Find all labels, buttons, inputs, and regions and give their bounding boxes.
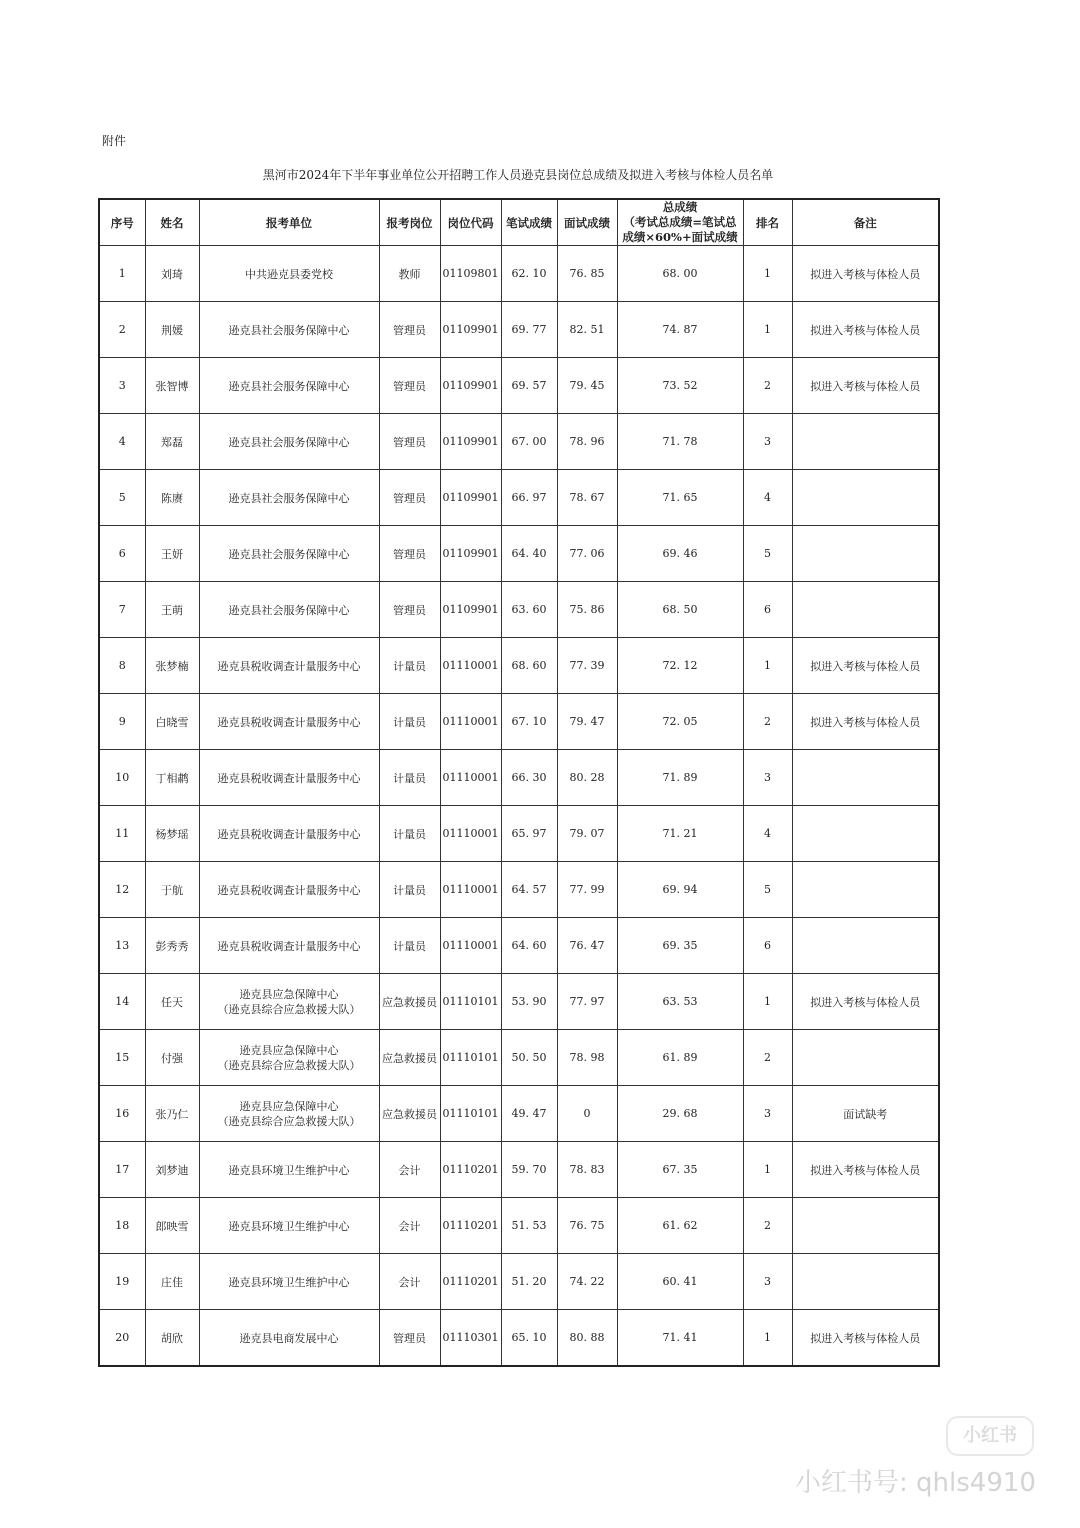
cell-code: 01110201 bbox=[440, 1142, 501, 1198]
cell-index: 8 bbox=[99, 638, 145, 694]
cell-index: 18 bbox=[99, 1198, 145, 1254]
cell-index: 11 bbox=[99, 806, 145, 862]
cell-rank: 5 bbox=[743, 526, 792, 582]
cell-note: 拟进入考核与体检人员 bbox=[792, 302, 939, 358]
cell-written: 53. 90 bbox=[501, 974, 557, 1030]
cell-name: 陈赓 bbox=[145, 470, 199, 526]
cell-unit: 逊克县税收调查计量服务中心 bbox=[199, 918, 379, 974]
table-row bbox=[99, 582, 939, 638]
cell-interview: 82. 51 bbox=[557, 302, 617, 358]
cell-code: 01110001 bbox=[440, 694, 501, 750]
cell-position: 应急救援员 bbox=[379, 1086, 440, 1142]
cell-note bbox=[792, 470, 939, 526]
cell-written: 64. 40 bbox=[501, 526, 557, 582]
cell-index: 15 bbox=[99, 1030, 145, 1086]
cell-index: 20 bbox=[99, 1310, 145, 1367]
cell-unit: 逊克县环境卫生维护中心 bbox=[199, 1198, 379, 1254]
cell-unit: 逊克县税收调查计量服务中心 bbox=[199, 750, 379, 806]
cell-note bbox=[792, 1030, 939, 1086]
cell-index: 19 bbox=[99, 1254, 145, 1310]
cell-name: 刘琦 bbox=[145, 246, 199, 302]
cell-total: 71. 21 bbox=[617, 806, 743, 862]
table-row bbox=[99, 918, 939, 974]
table-row bbox=[99, 470, 939, 526]
cell-unit: 逊克县税收调查计量服务中心 bbox=[199, 806, 379, 862]
cell-code: 01109901 bbox=[440, 470, 501, 526]
cell-written: 68. 60 bbox=[501, 638, 557, 694]
cell-index: 12 bbox=[99, 862, 145, 918]
document-title: 黑河市2024年下半年事业单位公开招聘工作人员逊克县岗位总成绩及拟进入考核与体检人员名单 bbox=[262, 168, 774, 182]
cell-total: 69. 35 bbox=[617, 918, 743, 974]
cell-total: 71. 89 bbox=[617, 750, 743, 806]
cell-note bbox=[792, 862, 939, 918]
cell-position: 教师 bbox=[379, 246, 440, 302]
cell-code: 01109901 bbox=[440, 582, 501, 638]
cell-name: 王妍 bbox=[145, 526, 199, 582]
cell-name: 彭秀秀 bbox=[145, 918, 199, 974]
cell-rank: 6 bbox=[743, 582, 792, 638]
header-total bbox=[617, 199, 743, 246]
header-total-line2: （考试总成绩=笔试总 bbox=[623, 215, 737, 229]
cell-rank: 1 bbox=[743, 246, 792, 302]
table-row bbox=[99, 414, 939, 470]
cell-position: 应急救援员 bbox=[379, 1030, 440, 1086]
cell-note: 拟进入考核与体检人员 bbox=[792, 246, 939, 302]
cell-position: 管理员 bbox=[379, 358, 440, 414]
table-row bbox=[99, 638, 939, 694]
cell-position: 计量员 bbox=[379, 918, 440, 974]
cell-name: 荆媛 bbox=[145, 302, 199, 358]
cell-code: 01109801 bbox=[440, 246, 501, 302]
cell-note bbox=[792, 582, 939, 638]
cell-unit: 逊克县环境卫生维护中心 bbox=[199, 1142, 379, 1198]
cell-code: 01110001 bbox=[440, 862, 501, 918]
table-row bbox=[99, 694, 939, 750]
table-row bbox=[99, 302, 939, 358]
cell-written: 65. 10 bbox=[501, 1310, 557, 1367]
table-row bbox=[99, 1254, 939, 1310]
cell-interview: 76. 47 bbox=[557, 918, 617, 974]
cell-name: 于航 bbox=[145, 862, 199, 918]
cell-unit: 逊克县环境卫生维护中心 bbox=[199, 1254, 379, 1310]
cell-position: 管理员 bbox=[379, 302, 440, 358]
cell-unit: 逊克县社会服务保障中心 bbox=[199, 358, 379, 414]
cell-note: 拟进入考核与体检人员 bbox=[792, 974, 939, 1030]
table-row bbox=[99, 1086, 939, 1142]
cell-total: 68. 50 bbox=[617, 582, 743, 638]
table-row bbox=[99, 1198, 939, 1254]
cell-total: 61. 62 bbox=[617, 1198, 743, 1254]
cell-written: 69. 77 bbox=[501, 302, 557, 358]
cell-position: 会计 bbox=[379, 1254, 440, 1310]
header-total-line1: 总成绩 bbox=[662, 200, 698, 214]
header-name: 姓名 bbox=[145, 199, 199, 246]
cell-rank: 3 bbox=[743, 750, 792, 806]
cell-rank: 3 bbox=[743, 1254, 792, 1310]
table-row bbox=[99, 358, 939, 414]
cell-rank: 6 bbox=[743, 918, 792, 974]
cell-position: 计量员 bbox=[379, 806, 440, 862]
cell-code: 01110001 bbox=[440, 806, 501, 862]
table-row bbox=[99, 862, 939, 918]
cell-index: 1 bbox=[99, 246, 145, 302]
cell-written: 51. 53 bbox=[501, 1198, 557, 1254]
cell-rank: 2 bbox=[743, 1198, 792, 1254]
cell-written: 51. 20 bbox=[501, 1254, 557, 1310]
cell-total: 72. 05 bbox=[617, 694, 743, 750]
cell-unit-line2: （逊克县综合应急救援大队） bbox=[217, 1002, 361, 1016]
cell-total: 68. 00 bbox=[617, 246, 743, 302]
cell-interview: 77. 06 bbox=[557, 526, 617, 582]
cell-name: 胡欣 bbox=[145, 1310, 199, 1367]
cell-interview: 75. 86 bbox=[557, 582, 617, 638]
cell-total: 67. 35 bbox=[617, 1142, 743, 1198]
cell-interview: 79. 07 bbox=[557, 806, 617, 862]
cell-rank: 3 bbox=[743, 1086, 792, 1142]
table-row bbox=[99, 246, 939, 302]
cell-note: 拟进入考核与体检人员 bbox=[792, 358, 939, 414]
cell-written: 50. 50 bbox=[501, 1030, 557, 1086]
cell-interview: 79. 45 bbox=[557, 358, 617, 414]
cell-interview: 78. 67 bbox=[557, 470, 617, 526]
cell-note bbox=[792, 526, 939, 582]
cell-written: 49. 47 bbox=[501, 1086, 557, 1142]
attachment-label: 附件 bbox=[102, 134, 127, 148]
cell-interview: 0 bbox=[557, 1086, 617, 1142]
cell-code: 01110201 bbox=[440, 1198, 501, 1254]
cell-position: 计量员 bbox=[379, 638, 440, 694]
cell-name: 丁相鹔 bbox=[145, 750, 199, 806]
cell-position: 会计 bbox=[379, 1198, 440, 1254]
cell-unit: 逊克县社会服务保障中心 bbox=[199, 470, 379, 526]
cell-interview: 78. 98 bbox=[557, 1030, 617, 1086]
cell-total: 73. 52 bbox=[617, 358, 743, 414]
cell-code: 01110101 bbox=[440, 1086, 501, 1142]
header-unit: 报考单位 bbox=[199, 199, 379, 246]
table-row bbox=[99, 750, 939, 806]
cell-total: 69. 46 bbox=[617, 526, 743, 582]
cell-name: 郑磊 bbox=[145, 414, 199, 470]
cell-rank: 1 bbox=[743, 1310, 792, 1367]
cell-index: 16 bbox=[99, 1086, 145, 1142]
cell-rank: 1 bbox=[743, 974, 792, 1030]
cell-name: 郎映雪 bbox=[145, 1198, 199, 1254]
cell-unit-line2: （逊克县综合应急救援大队） bbox=[217, 1058, 361, 1072]
cell-interview: 77. 99 bbox=[557, 862, 617, 918]
cell-total: 71. 65 bbox=[617, 470, 743, 526]
cell-code: 01110201 bbox=[440, 1254, 501, 1310]
cell-written: 66. 30 bbox=[501, 750, 557, 806]
cell-index: 13 bbox=[99, 918, 145, 974]
cell-code: 01110101 bbox=[440, 974, 501, 1030]
cell-position: 管理员 bbox=[379, 582, 440, 638]
cell-total: 71. 78 bbox=[617, 414, 743, 470]
cell-unit-line1: 逊克县应急保障中心 bbox=[239, 1099, 339, 1113]
cell-note: 拟进入考核与体检人员 bbox=[792, 1142, 939, 1198]
header-written: 笔试成绩 bbox=[501, 199, 557, 246]
cell-interview: 77. 97 bbox=[557, 974, 617, 1030]
cell-written: 69. 57 bbox=[501, 358, 557, 414]
cell-code: 01110001 bbox=[440, 750, 501, 806]
cell-written: 64. 57 bbox=[501, 862, 557, 918]
cell-written: 65. 97 bbox=[501, 806, 557, 862]
cell-written: 67. 10 bbox=[501, 694, 557, 750]
cell-unit-line2: （逊克县综合应急救援大队） bbox=[217, 1114, 361, 1128]
cell-total: 63. 53 bbox=[617, 974, 743, 1030]
cell-unit: 逊克县社会服务保障中心 bbox=[199, 582, 379, 638]
cell-note: 拟进入考核与体检人员 bbox=[792, 638, 939, 694]
cell-total: 74. 87 bbox=[617, 302, 743, 358]
cell-position: 计量员 bbox=[379, 750, 440, 806]
cell-index: 5 bbox=[99, 470, 145, 526]
header-index: 序号 bbox=[99, 199, 145, 246]
cell-interview: 80. 88 bbox=[557, 1310, 617, 1367]
cell-unit-line1: 逊克县应急保障中心 bbox=[239, 1043, 339, 1057]
cell-rank: 4 bbox=[743, 470, 792, 526]
watermark-text: 小红书号: qhls4910 bbox=[795, 1468, 1036, 1498]
cell-index: 9 bbox=[99, 694, 145, 750]
cell-total: 69. 94 bbox=[617, 862, 743, 918]
cell-name: 张乃仁 bbox=[145, 1086, 199, 1142]
cell-interview: 78. 83 bbox=[557, 1142, 617, 1198]
header-code: 岗位代码 bbox=[440, 199, 501, 246]
cell-interview: 76. 75 bbox=[557, 1198, 617, 1254]
cell-unit-line1: 逊克县应急保障中心 bbox=[239, 987, 339, 1001]
cell-written: 62. 10 bbox=[501, 246, 557, 302]
cell-name: 庄佳 bbox=[145, 1254, 199, 1310]
cell-rank: 4 bbox=[743, 806, 792, 862]
header-position: 报考岗位 bbox=[379, 199, 440, 246]
cell-index: 2 bbox=[99, 302, 145, 358]
watermark-badge: 小红书 bbox=[946, 1416, 1034, 1456]
cell-unit: 逊克县社会服务保障中心 bbox=[199, 302, 379, 358]
cell-unit: 逊克县社会服务保障中心 bbox=[199, 526, 379, 582]
cell-name: 杨梦瑶 bbox=[145, 806, 199, 862]
cell-index: 14 bbox=[99, 974, 145, 1030]
cell-code: 01110301 bbox=[440, 1310, 501, 1367]
table-row bbox=[99, 974, 939, 1030]
cell-interview: 78. 96 bbox=[557, 414, 617, 470]
header-rank: 排名 bbox=[743, 199, 792, 246]
cell-total: 61. 89 bbox=[617, 1030, 743, 1086]
cell-unit: 逊克县社会服务保障中心 bbox=[199, 414, 379, 470]
cell-rank: 5 bbox=[743, 862, 792, 918]
cell-unit: 逊克县税收调查计量服务中心 bbox=[199, 638, 379, 694]
cell-unit: 逊克县税收调查计量服务中心 bbox=[199, 694, 379, 750]
header-interview: 面试成绩 bbox=[557, 199, 617, 246]
cell-index: 17 bbox=[99, 1142, 145, 1198]
cell-position: 会计 bbox=[379, 1142, 440, 1198]
cell-code: 01109901 bbox=[440, 414, 501, 470]
cell-code: 01110001 bbox=[440, 918, 501, 974]
cell-interview: 80. 28 bbox=[557, 750, 617, 806]
cell-name: 付强 bbox=[145, 1030, 199, 1086]
cell-rank: 2 bbox=[743, 694, 792, 750]
cell-written: 59. 70 bbox=[501, 1142, 557, 1198]
cell-note bbox=[792, 806, 939, 862]
cell-note bbox=[792, 414, 939, 470]
cell-position: 应急救援员 bbox=[379, 974, 440, 1030]
table-row bbox=[99, 806, 939, 862]
cell-rank: 3 bbox=[743, 414, 792, 470]
cell-unit bbox=[199, 974, 379, 1030]
cell-name: 任天 bbox=[145, 974, 199, 1030]
cell-name: 王萌 bbox=[145, 582, 199, 638]
cell-name: 张智博 bbox=[145, 358, 199, 414]
cell-unit bbox=[199, 1030, 379, 1086]
results-table bbox=[98, 198, 940, 1367]
cell-interview: 76. 85 bbox=[557, 246, 617, 302]
cell-code: 01110101 bbox=[440, 1030, 501, 1086]
cell-written: 67. 00 bbox=[501, 414, 557, 470]
cell-rank: 1 bbox=[743, 1142, 792, 1198]
cell-rank: 1 bbox=[743, 638, 792, 694]
cell-position: 计量员 bbox=[379, 694, 440, 750]
cell-position: 管理员 bbox=[379, 1310, 440, 1367]
cell-index: 4 bbox=[99, 414, 145, 470]
cell-interview: 77. 39 bbox=[557, 638, 617, 694]
cell-note bbox=[792, 750, 939, 806]
cell-note: 拟进入考核与体检人员 bbox=[792, 1310, 939, 1367]
cell-name: 刘梦迪 bbox=[145, 1142, 199, 1198]
cell-index: 7 bbox=[99, 582, 145, 638]
cell-name: 白晓雪 bbox=[145, 694, 199, 750]
cell-rank: 2 bbox=[743, 358, 792, 414]
cell-note: 面试缺考 bbox=[792, 1086, 939, 1142]
cell-rank: 2 bbox=[743, 1030, 792, 1086]
cell-position: 管理员 bbox=[379, 470, 440, 526]
cell-code: 01109901 bbox=[440, 526, 501, 582]
cell-unit: 逊克县电商发展中心 bbox=[199, 1310, 379, 1367]
cell-index: 10 bbox=[99, 750, 145, 806]
cell-written: 64. 60 bbox=[501, 918, 557, 974]
cell-name: 张梦楠 bbox=[145, 638, 199, 694]
cell-position: 管理员 bbox=[379, 414, 440, 470]
cell-note: 拟进入考核与体检人员 bbox=[792, 694, 939, 750]
table-header-row bbox=[99, 199, 939, 246]
cell-note bbox=[792, 918, 939, 974]
cell-note bbox=[792, 1254, 939, 1310]
cell-code: 01109901 bbox=[440, 302, 501, 358]
cell-code: 01109901 bbox=[440, 358, 501, 414]
cell-total: 71. 41 bbox=[617, 1310, 743, 1367]
cell-rank: 1 bbox=[743, 302, 792, 358]
cell-written: 63. 60 bbox=[501, 582, 557, 638]
header-total-line3: 成绩×60%+面试成绩 bbox=[622, 230, 738, 244]
cell-unit bbox=[199, 1086, 379, 1142]
cell-code: 01110001 bbox=[440, 638, 501, 694]
cell-note bbox=[792, 1198, 939, 1254]
table-row bbox=[99, 1030, 939, 1086]
cell-total: 60. 41 bbox=[617, 1254, 743, 1310]
table-row bbox=[99, 1310, 939, 1367]
cell-total: 29. 68 bbox=[617, 1086, 743, 1142]
cell-unit: 逊克县税收调查计量服务中心 bbox=[199, 862, 379, 918]
cell-position: 计量员 bbox=[379, 862, 440, 918]
cell-index: 3 bbox=[99, 358, 145, 414]
cell-unit: 中共逊克县委党校 bbox=[199, 246, 379, 302]
cell-interview: 74. 22 bbox=[557, 1254, 617, 1310]
cell-written: 66. 97 bbox=[501, 470, 557, 526]
cell-position: 管理员 bbox=[379, 526, 440, 582]
cell-interview: 79. 47 bbox=[557, 694, 617, 750]
cell-total: 72. 12 bbox=[617, 638, 743, 694]
header-note: 备注 bbox=[792, 199, 939, 246]
table-row bbox=[99, 1142, 939, 1198]
cell-index: 6 bbox=[99, 526, 145, 582]
table-row bbox=[99, 526, 939, 582]
